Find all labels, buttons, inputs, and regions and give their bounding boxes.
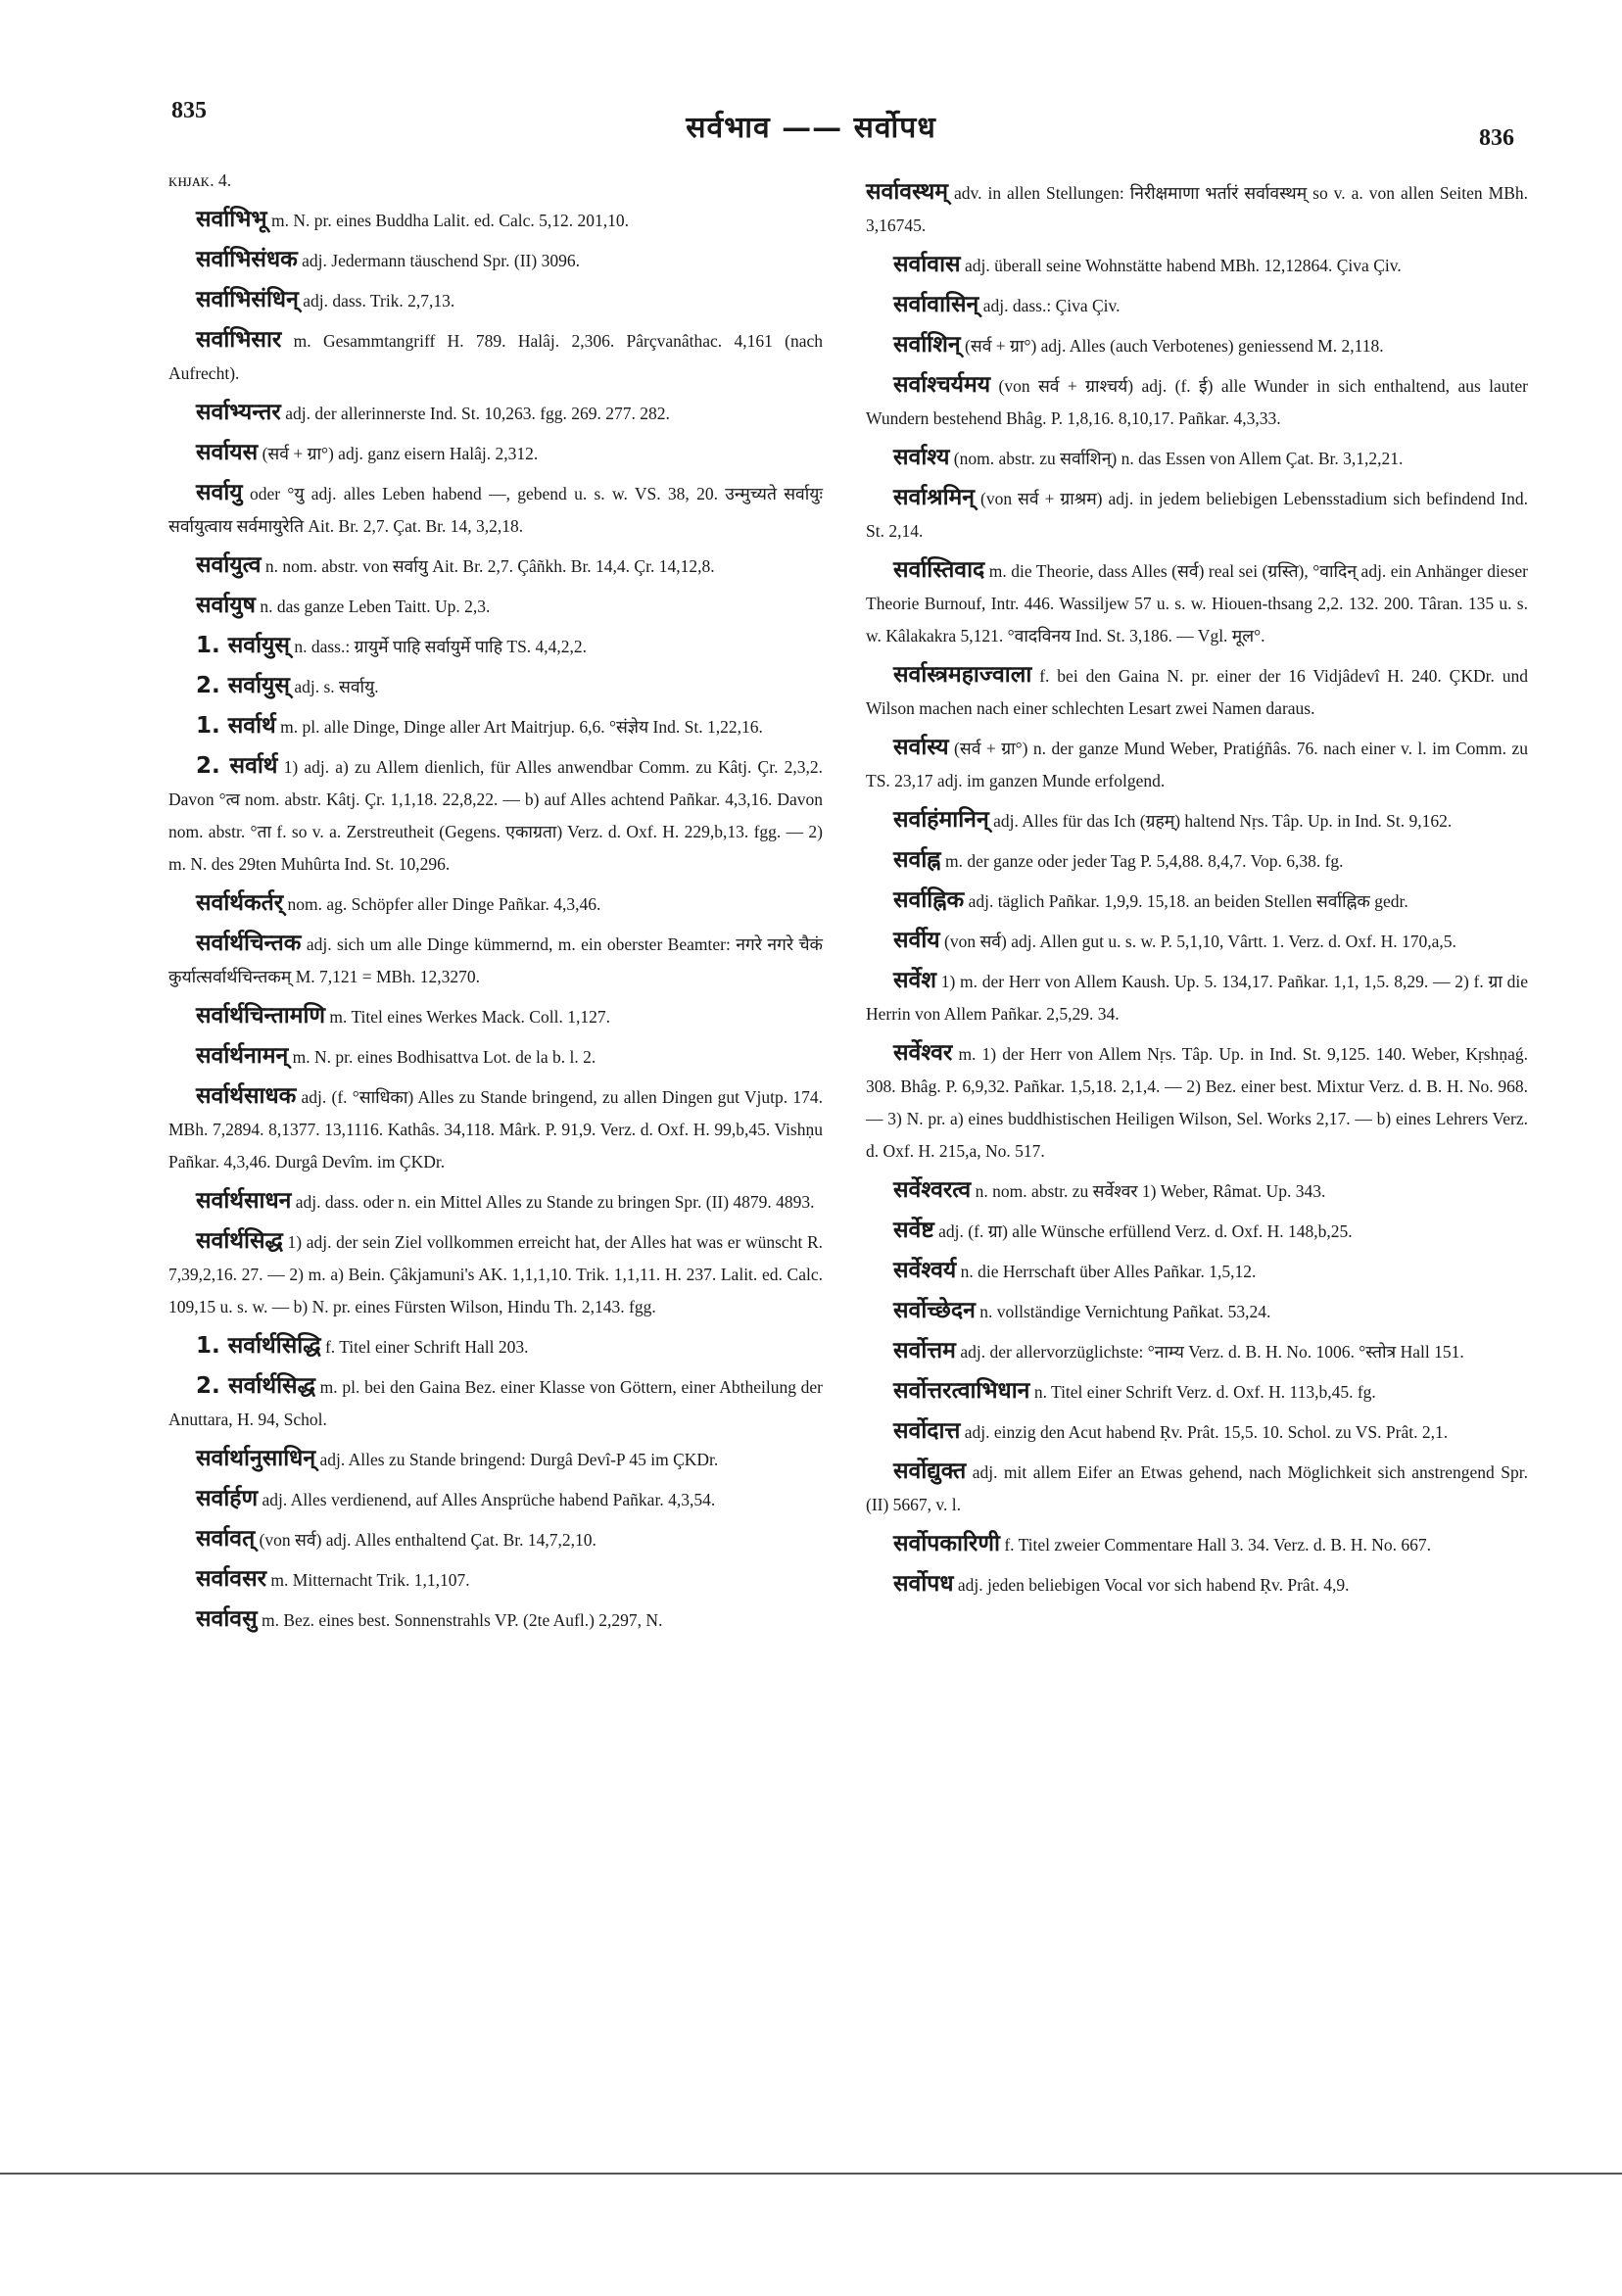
- dictionary-entry: [866, 885, 1528, 918]
- entry-definition: adj. dass.: Çiva Çiv.: [978, 296, 1121, 315]
- left-column: [168, 165, 823, 1644]
- dictionary-entry: [168, 244, 823, 277]
- entry-headword: सर्वोदात्त: [893, 1418, 961, 1444]
- entry-headword: 1. सर्वार्थ: [196, 713, 276, 739]
- dictionary-entry: [168, 324, 823, 390]
- entry-definition: n. das ganze Leben Taitt. Up. 2,3.: [255, 597, 491, 616]
- entry-definition: adj. Alles verdienend, auf Alles Ansprüche habend Pañkar. 4,3,54.: [258, 1490, 716, 1509]
- entry-headword: सर्वायस: [196, 440, 259, 465]
- entry-definition: adj. Alles zu Stande bringend: Durgâ Devî-P 45 im ÇKDr.: [315, 1450, 719, 1469]
- entry-headword: सर्वोपध: [893, 1571, 954, 1597]
- entry-definition: n. nom. abstr. von सर्वायु Ait. Br. 2,7. Çâñkh. Br. 14,4. Çr. 14,12,8.: [261, 556, 715, 576]
- entry-headword: सर्वेश: [893, 968, 936, 993]
- dictionary-entry: [866, 1375, 1528, 1409]
- page-number-left: 835: [171, 98, 207, 123]
- entry-definition: adj. sich um alle Dinge kümmernd, m. ein oberster Beamter: नगरे नगरे चैकं कुर्यात्सर्वार्थचिन्तकम् M. 7,121 = MBh. 12,3270.: [168, 934, 823, 986]
- entry-headword: सर्वार्थसाधक: [196, 1083, 297, 1109]
- entry-headword: सर्वेश्वर्य: [893, 1258, 957, 1283]
- entry-headword: सर्वोत्तम: [893, 1338, 956, 1363]
- dictionary-entry: [866, 249, 1528, 282]
- entry-headword: सर्वावसर: [196, 1566, 267, 1592]
- entry-headword: 2. सर्वार्थसिद्ध: [196, 1373, 315, 1399]
- dictionary-entry: [866, 369, 1528, 435]
- dictionary-entry: [866, 1215, 1528, 1248]
- entry-definition: (सर्व + ग्रा°) adj. Alles (auch Verbotenes) geniessend M. 2,118.: [960, 336, 1384, 356]
- dictionary-entry: [866, 844, 1528, 878]
- entry-definition: oder °यु adj. alles Leben habend —, gebend u. s. w. VS. 38, 20. उन्मुच्यते सर्वायुः सर्वायुत्वाय सर्वमायुरेति Ait. Br. 2,7. Çat. Br. 14, 3,2,18.: [168, 484, 823, 536]
- entry-headword: सर्वार्थचिन्तामणि: [196, 1003, 326, 1028]
- dictionary-entry: [866, 1295, 1528, 1328]
- dictionary-entry: [168, 165, 823, 197]
- dictionary-entry: [866, 1456, 1528, 1521]
- entry-definition: m. pl. alle Dinge, Dinge aller Art Maitrjup. 6,6. °संज्ञेय Ind. St. 1,22,16.: [275, 717, 763, 737]
- dictionary-entry: [866, 289, 1528, 322]
- dictionary-entry: [168, 1483, 823, 1516]
- entry-headword: सर्वेष्ट: [893, 1218, 934, 1243]
- entry-headword: सर्वायुष: [196, 593, 256, 618]
- dictionary-entry: [168, 550, 823, 583]
- footer-rule: [0, 2173, 1622, 2175]
- dictionary-entry: [866, 1568, 1528, 1602]
- dictionary-entry: [866, 482, 1528, 548]
- dictionary-entry: [168, 397, 823, 430]
- entry-headword: सर्वोपकारिणी: [893, 1531, 1000, 1556]
- entry-headword: सर्वार्थानुसाधिन्: [196, 1446, 316, 1471]
- entry-definition: 1) adj. der sein Ziel vollkommen erreicht hat, der Alles hat was er wünscht R. 7,39,2,16. 27. — 2) m. a) Bein. Çâkjamuni's AK. 1,1,1,10. Trik. 1,1,11. H. 237. Lalit. ed. Calc. 109,15 u. s. w. — b) N. pr. eines Fürsten Wilson, Hindu Th. 2,143. fgg.: [168, 1232, 823, 1316]
- dictionary-entry: [866, 1415, 1528, 1449]
- entry-definition: 1) m. der Herr von Allem Kaush. Up. 5. 134,17. Pañkar. 1,1, 1,5. 8,29. — 2) f. ग्रा die Herrin von Allem Pañkar. 2,5,29. 34.: [866, 972, 1528, 1024]
- entry-definition: f. bei den Gaina N. pr. einer der 16 Vidjâdevî H. 240. ÇKDr. und Wilson machen nach einer schlechten Lesart zwei Namen daraus.: [866, 666, 1528, 718]
- dictionary-entry: [168, 590, 823, 623]
- entry-headword: सर्वोद्युक्त: [893, 1459, 967, 1484]
- entry-headword: सर्वाभिसंधक: [196, 247, 298, 272]
- entry-definition: adj. dass. oder n. ein Mittel Alles zu Stande zu bringen Spr. (II) 4879. 4893.: [291, 1192, 815, 1212]
- dictionary-entry: [168, 1330, 823, 1363]
- entry-definition: m. 1) der Herr von Allem Nṛs. Tâp. Up. in Ind. St. 9,125. 140. Weber, Kṛshṇaǵ. 308. Bhâg. P. 6,9,32. Pañkar. 1,5,18. 2,1,4. — 2) Bez. einer best. Mixtur Verz. d. B. H. No. 968. — 3) N. pr. a) eines buddhistischen Heiligen Wilson, Sel. Works 2,17. — b) eines Lehrers Verz. d. Oxf. H. 215,a, No. 517.: [866, 1044, 1528, 1161]
- dictionary-entry: [866, 554, 1528, 652]
- entry-definition: nom. ag. Schöpfer aller Dinge Pañkar. 4,3,46.: [283, 894, 601, 914]
- dictionary-entry: [168, 1000, 823, 1033]
- dictionary-entry: [168, 630, 823, 663]
- entry-headword: सर्वार्थचिन्तक: [196, 931, 302, 956]
- entry-headword: सर्वास्तिवाद: [893, 557, 985, 583]
- dictionary-entry: [168, 1040, 823, 1074]
- dictionary-entry: [168, 1523, 823, 1556]
- entry-definition: adj. jeden beliebigen Vocal vor sich habend Ṛv. Prât. 4,9.: [953, 1575, 1350, 1595]
- entry-headword: सर्वावत्: [196, 1526, 256, 1552]
- dictionary-entry: [866, 1037, 1528, 1168]
- entry-headword: सर्वाशिन्: [893, 332, 961, 358]
- entry-headword: सर्वार्थनामन्: [196, 1043, 289, 1069]
- dictionary-entry: [866, 1174, 1528, 1208]
- entry-headword: सर्वाभ्यन्तर: [196, 400, 281, 425]
- entry-definition: n. nom. abstr. zu सर्वेश्वर 1) Weber, Râmat. Up. 343.: [971, 1181, 1326, 1201]
- entry-headword: सर्वावास: [893, 252, 961, 277]
- entry-definition: adv. in allen Stellungen: निरीक्षमाणा भर्तारं सर्वावस्थम् so v. a. von allen Seiten MBh. 3,16745.: [866, 183, 1528, 235]
- entry-definition: (von सर्व + ग्राश्चर्य) adj. (f. ई) alle Wunder in sich enthaltend, aus lauter Wundern bestehend Bhâg. P. 1,8,16. 8,10,17. Pañkar. 4,3,33.: [866, 376, 1528, 428]
- entry-headword: सर्वाभिभू: [196, 207, 267, 232]
- dictionary-entry: [168, 284, 823, 317]
- running-header: सर्वभाव —— सर्वोपध: [686, 111, 936, 145]
- dictionary-entry: [866, 804, 1528, 837]
- entry-definition: adj. mit allem Eifer an Etwas gehend, nach Möglichkeit sich anstrengend Spr. (II) 5667, v. l.: [866, 1462, 1528, 1514]
- entry-headword: सर्वावसु: [196, 1606, 258, 1632]
- entry-headword: 1. सर्वार्थसिद्धि: [196, 1333, 321, 1359]
- entry-definition: adj. (f. °साधिका) Alles zu Stande bringend, zu allen Dingen gut Vjutp. 174. MBh. 7,2894. 8,1377. 13,1116. Kathâs. 34,118. Mârk. P. 91,9. Verz. d. Oxf. H. 99,b,45. Vishṇu Pañkar. 4,3,46. Durgâ Devîm. im ÇKDr.: [168, 1087, 823, 1172]
- entry-definition: (von सर्व + ग्राश्रम) adj. in jedem beliebigen Lebensstadium sich befindend Ind. St. 2,14.: [866, 489, 1528, 541]
- dictionary-entry: [866, 442, 1528, 475]
- dictionary-entry: [168, 477, 823, 543]
- entry-definition: m. Gesammtangriff H. 789. Halâj. 2,306. Pârçvanâthac. 4,161 (nach Aufrecht).: [168, 331, 823, 383]
- entry-definition: adj. einzig den Acut habend Ṛv. Prât. 15,5. 10. Schol. zu VS. Prât. 2,1.: [960, 1422, 1449, 1442]
- dictionary-entry: [168, 1603, 823, 1637]
- entry-definition: m. Bez. eines best. Sonnenstrahls VP. (2te Aufl.) 2,297, N.: [257, 1610, 663, 1630]
- dictionary-entry: [168, 710, 823, 743]
- entry-definition: (von सर्व) adj. Alles enthaltend Çat. Br. 14,7,2,10.: [255, 1530, 596, 1550]
- entry-definition: adj. der allerinnerste Ind. St. 10,263. fgg. 269. 277. 282.: [280, 404, 670, 423]
- entry-definition: m. die Theorie, dass Alles (सर्व) real sei (ग्रस्ति), °वादिन् adj. ein Anhänger dieser Theorie Burnouf, Intr. 446. Wassiljew 57 u. s. w. Hiouen-thsang 2,2. 132. 200. Târan. 135 u. s. w. Kâlakakra 5,121. °वादविनय Ind. St. 3,186. — Vgl. मूल°.: [866, 561, 1528, 646]
- entry-headword: सर्वाश्चर्यमय: [893, 372, 991, 398]
- entry-headword: 2. सर्वायुस्: [196, 673, 290, 698]
- entry-definition: 1) adj. a) zu Allem dienlich, für Alles anwendbar Comm. zu Kâtj. Çr. 2,3,2. Davon °त्व nom. abstr. Kâtj. Çr. 1,1,18. 22,8,22. — b) auf Alles achtend Pañkar. 4,3,16. Davon nom. abstr. °ता f. so v. a. Zerstreutheit (Gegens. एकाग्रता) Verz. d. Oxf. H. 229,b,13. fgg. — 2) m. N. des 29ten Muhûrta Ind. St. 10,296.: [168, 757, 823, 874]
- dictionary-entry: [866, 659, 1528, 725]
- dictionary-entry: [866, 732, 1528, 797]
- entry-headword: सर्वार्थकर्तर्: [196, 890, 284, 916]
- dictionary-entry: [866, 1528, 1528, 1561]
- entry-definition: m. N. pr. eines Bodhisattva Lot. de la b. l. 2.: [288, 1047, 596, 1067]
- entry-headword: सर्वार्थसाधन: [196, 1188, 292, 1214]
- entry-definition: (nom. abstr. zu सर्वाशिन्) n. das Essen von Allem Çat. Br. 3,1,2,21.: [949, 449, 1404, 468]
- entry-headword: सर्वेश्वरत्व: [893, 1177, 972, 1203]
- entry-headword: सर्वायुत्व: [196, 552, 262, 578]
- entry-definition: (सर्व + ग्रा°) adj. ganz eisern Halâj. 2,312.: [258, 444, 539, 463]
- dictionary-entry: [866, 176, 1528, 242]
- dictionary-entry: [168, 928, 823, 993]
- dictionary-entry: [866, 1335, 1528, 1368]
- dictionary-entry: [168, 670, 823, 703]
- entry-definition: (von सर्व) adj. Allen gut u. s. w. P. 5,1,10, Vârtt. 1. Verz. d. Oxf. H. 170,a,5.: [939, 932, 1456, 951]
- entry-headword: सर्वाभिसंधिन्: [196, 287, 299, 312]
- dictionary-entry: [866, 965, 1528, 1030]
- entry-definition: adj. (f. ग्रा) alle Wünsche erfüllend Verz. d. Oxf. H. 148,b,25.: [933, 1221, 1353, 1241]
- dictionary-entry: [168, 1080, 823, 1178]
- entry-definition: adj. überall seine Wohnstätte habend MBh. 12,12864. Çiva Çiv.: [960, 256, 1402, 275]
- dictionary-entry: [168, 1185, 823, 1219]
- entry-definition: n. vollständige Vernichtung Pañkat. 53,24.: [975, 1302, 1271, 1321]
- dictionary-entry: [168, 750, 823, 881]
- dictionary-entry: [168, 1225, 823, 1323]
- entry-headword: सर्वावासिन्: [893, 292, 979, 317]
- entry-headword: सर्वावस्थम्: [866, 179, 949, 205]
- dictionary-entry: [168, 437, 823, 470]
- entry-definition: adj. der allervorzüglichste: °नाम्य Verz. d. B. H. No. 1006. °स्तोत्र Hall 151.: [955, 1342, 1464, 1362]
- right-column: [866, 176, 1528, 1608]
- entry-definition: n. Titel einer Schrift Verz. d. Oxf. H. 113,b,45. fg.: [1029, 1382, 1376, 1402]
- entry-definition: m. Titel eines Werkes Mack. Coll. 1,127.: [325, 1007, 610, 1027]
- entry-headword: सर्वास्त्रमहाज्वाला: [893, 662, 1032, 688]
- entry-headword: सर्वायु: [196, 480, 243, 505]
- entry-definition: ᴋʜᴊᴀᴋ. 4.: [168, 170, 232, 190]
- entry-definition: n. die Herrschaft über Alles Pañkar. 1,5,12.: [956, 1262, 1257, 1281]
- entry-definition: f. Titel einer Schrift Hall 203.: [320, 1337, 529, 1357]
- entry-headword: सर्वेश्वर: [893, 1040, 953, 1066]
- entry-headword: 1. सर्वायुस्: [196, 633, 290, 658]
- entry-definition: adj. Jedermann täuschend Spr. (II) 3096.: [297, 251, 580, 270]
- dictionary-entry: [168, 204, 823, 237]
- dictionary-entry: [866, 1255, 1528, 1288]
- entry-headword: सर्वाह्न: [893, 847, 941, 873]
- entry-headword: सर्वार्हण: [196, 1486, 259, 1511]
- entry-definition: m. N. pr. eines Buddha Lalit. ed. Calc. 5,12. 201,10.: [266, 211, 629, 230]
- entry-headword: सर्वाश्य: [893, 445, 950, 470]
- entry-definition: adj. Alles für das Ich (ग्रहम्) haltend Nṛs. Tâp. Up. in Ind. St. 9,162.: [988, 811, 1453, 831]
- entry-definition: (सर्व + ग्रा°) n. der ganze Mund Weber, Pratiǵñâs. 76. nach einer v. l. im Comm. zu TS. 23,17 adj. im ganzen Munde erfolgend.: [866, 739, 1528, 790]
- entry-headword: सर्वोच्छेदन: [893, 1298, 976, 1323]
- entry-headword: सर्वाश्रमिन्: [893, 485, 976, 510]
- entry-headword: सर्वोत्तरत्वाभिधान: [893, 1378, 1030, 1404]
- entry-headword: सर्वाभिसार: [196, 327, 282, 353]
- entry-headword: 2. सर्वार्थ: [196, 753, 278, 779]
- entry-headword: सर्वाह्निक: [893, 887, 965, 913]
- dictionary-entry: [168, 1370, 823, 1436]
- entry-definition: m. pl. bei den Gaina Bez. einer Klasse von Göttern, einer Abtheilung der Anuttara, H. 94, Schol.: [168, 1377, 824, 1429]
- entry-definition: f. Titel zweier Commentare Hall 3. 34. Verz. d. B. H. No. 667.: [999, 1535, 1431, 1555]
- page-number-right: 836: [1479, 125, 1514, 151]
- dictionary-entry: [168, 887, 823, 921]
- dictionary-entry: [866, 329, 1528, 362]
- entry-definition: m. Mitternacht Trik. 1,1,107.: [266, 1570, 470, 1590]
- entry-definition: adj. täglich Pañkar. 1,9,9. 15,18. an beiden Stellen सर्वाह्निक gedr.: [964, 891, 1408, 911]
- entry-headword: सर्वास्य: [893, 735, 949, 760]
- dictionary-entry: [168, 1443, 823, 1476]
- entry-definition: adj. s. सर्वायु.: [289, 677, 379, 696]
- dictionary-entry: [866, 925, 1528, 958]
- entry-headword: सर्वार्थसिद्ध: [196, 1228, 283, 1254]
- entry-definition: n. dass.: ग्रायुर्मे पाहि सर्वायुर्मे पाहि TS. 4,4,2,2.: [289, 637, 588, 656]
- entry-definition: adj. dass. Trik. 2,7,13.: [298, 291, 455, 311]
- entry-headword: सर्वाहंमानिन्: [893, 807, 989, 833]
- entry-definition: m. der ganze oder jeder Tag P. 5,4,88. 8,4,7. Vop. 6,38. fg.: [940, 851, 1344, 871]
- entry-headword: सर्वीय: [893, 928, 940, 953]
- dictionary-entry: [168, 1563, 823, 1597]
